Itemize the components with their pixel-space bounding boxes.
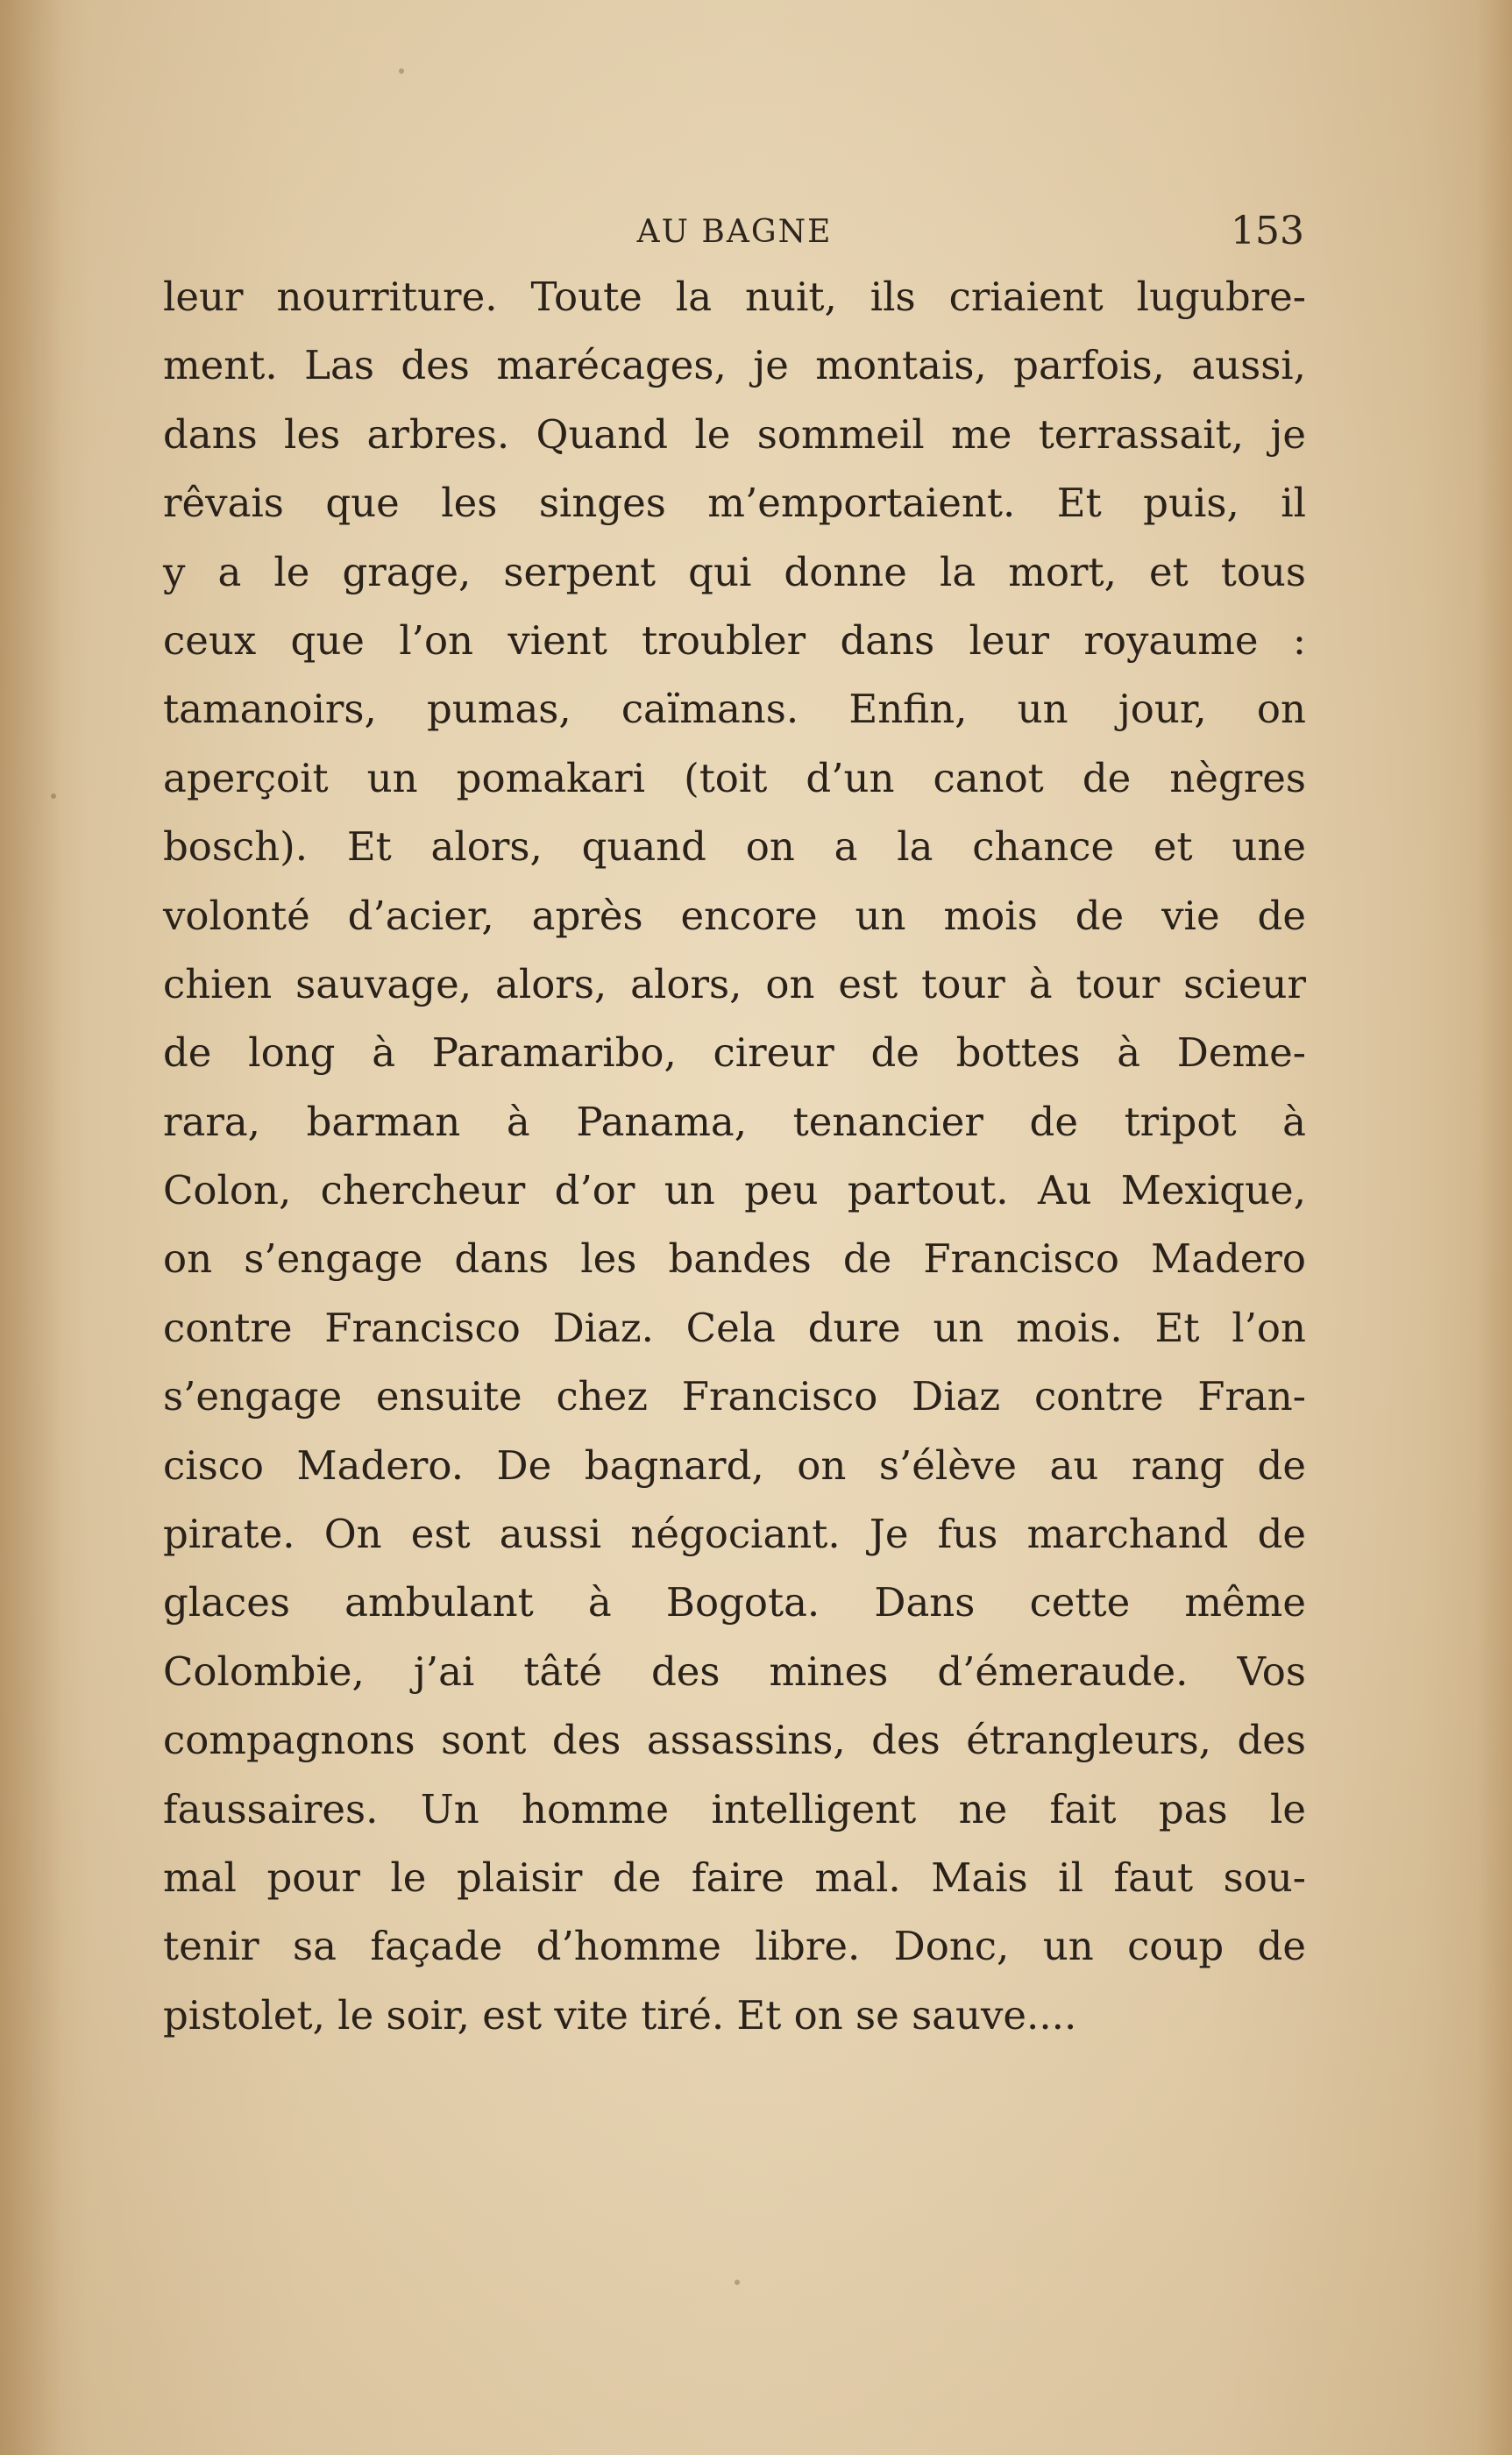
paper-speck xyxy=(399,68,404,74)
text-line: y a le grage, serpent qui donne la mort, et tous xyxy=(163,548,1306,595)
text-line: chien sauvage, alors, alors, on est tour à tour scieur xyxy=(163,960,1306,1007)
text-line: faussaires. Un homme intelligent ne fait pas le xyxy=(163,1785,1306,1832)
text-line: rêvais que les singes m’emportaient. Et puis, il xyxy=(163,480,1306,527)
text-line: contre Francisco Diaz. Cela dure un mois. Et l’on xyxy=(163,1304,1306,1351)
text-line: de long à Paramaribo, cireur de bottes à Deme- xyxy=(163,1029,1306,1077)
page-number: 153 xyxy=(1231,209,1304,253)
paper-speck xyxy=(735,2280,740,2285)
text-line: tenir sa façade d’homme libre. Donc, un coup de xyxy=(163,1923,1306,1970)
paper-speck xyxy=(51,793,56,799)
text-line: Colon, chercheur d’or un peu partout. Au Mexique, xyxy=(163,1167,1306,1214)
text-line: cisco Madero. De bagnard, on s’élève au rang de xyxy=(163,1441,1306,1489)
text-line: rara, barman à Panama, tenancier de tripot à xyxy=(163,1098,1306,1145)
text-line: compagnons sont des assassins, des étrangleurs, des xyxy=(163,1717,1306,1764)
text-line: ment. Las des marécages, je montais, parfois, aussi, xyxy=(163,342,1306,389)
text-line: pistolet, le soir, est vite tiré. Et on se sauve.... xyxy=(163,1991,1077,2039)
text-line: dans les arbres. Quand le sommeil me terrassait, je xyxy=(163,410,1306,458)
text-line: aperçoit un pomakari (toit d’un canot de nègres xyxy=(163,754,1306,801)
text-line: Colombie, j’ai tâté des mines d’émeraude. Vos xyxy=(163,1647,1306,1695)
text-line: pirate. On est aussi négociant. Je fus marchand de xyxy=(163,1511,1306,1558)
page-header xyxy=(165,209,1304,261)
page-edge-shadow-left xyxy=(0,0,61,2455)
text-line: ceux que l’on vient troubler dans leur royaume : xyxy=(163,616,1306,664)
body-text xyxy=(163,263,1306,2050)
page-edge-shadow-right xyxy=(1477,0,1512,2455)
text-line: mal pour le plaisir de faire mal. Mais il faut sou- xyxy=(163,1854,1306,1901)
running-head: AU BAGNE xyxy=(636,214,833,250)
text-line: glaces ambulant à Bogota. Dans cette même xyxy=(163,1579,1306,1626)
text-line: leur nourriture. Toute la nuit, ils criaient lugubre- xyxy=(163,274,1306,320)
text-line: on s’engage dans les bandes de Francisco Madero xyxy=(163,1235,1306,1283)
text-line: volonté d’acier, après encore un mois de vie de xyxy=(163,892,1306,939)
text-line: s’engage ensuite chez Francisco Diaz contre Fran- xyxy=(163,1373,1306,1420)
text-line: tamanoirs, pumas, caïmans. Enfin, un jour, on xyxy=(163,686,1306,733)
text-line: bosch). Et alors, quand on a la chance et une xyxy=(163,823,1306,871)
